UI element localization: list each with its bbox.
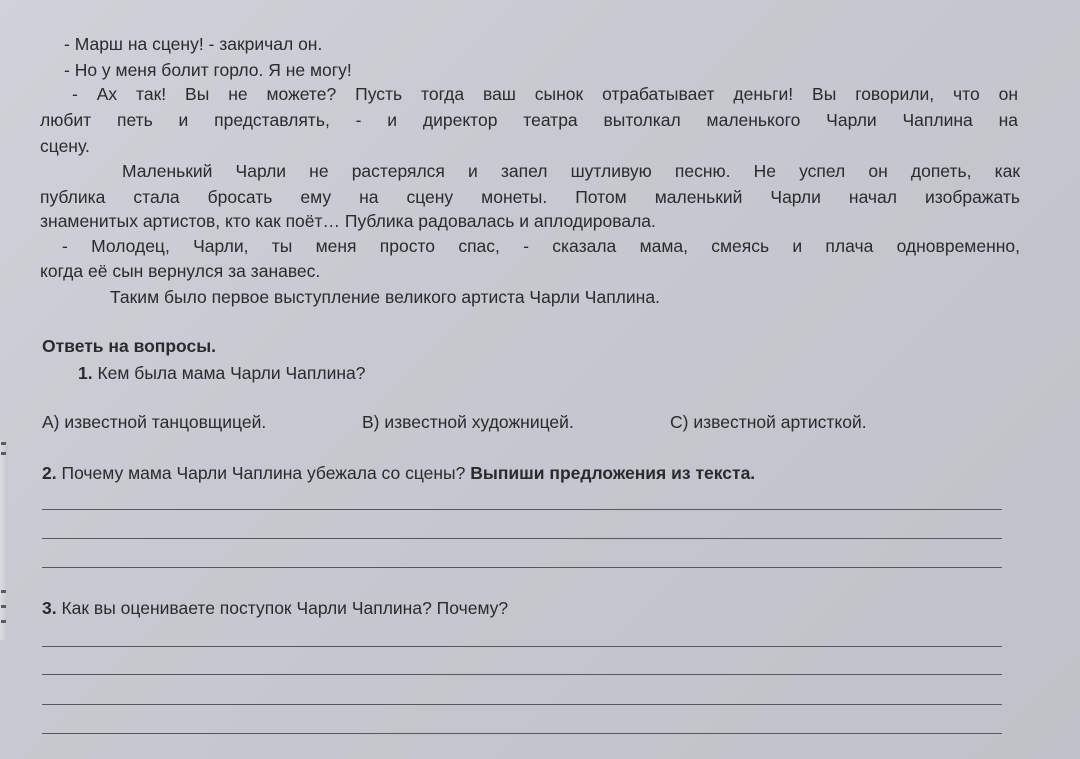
answer-line[interactable] (42, 538, 1002, 539)
spine-mark (1, 620, 6, 623)
story-line: - Молодец, Чарли, ты меня просто спас, - сказала мама, смеясь и плача одновременно, (62, 236, 1020, 256)
question-text: Кем была мама Чарли Чаплина? (97, 363, 366, 383)
spine-mark (1, 442, 6, 445)
question-text: Как вы оцениваете поступок Чарли Чаплина? Почему? (61, 598, 509, 618)
question-1 (78, 361, 1063, 385)
story-line: - Но у меня болит горло. Я не могу! (64, 60, 352, 80)
answer-line[interactable] (42, 674, 1002, 675)
question-number: 1. (78, 363, 93, 383)
answer-option-b: B) известной художницей. (362, 412, 574, 432)
answer-line[interactable] (42, 646, 1002, 647)
story-line: Маленький Чарли не растерялся и запел шутливую песню. Не успел он допеть, как (122, 161, 1020, 181)
question-instruction: Выпиши предложения из текста. (470, 463, 756, 483)
answer-line[interactable] (42, 509, 1002, 510)
question-text: Почему мама Чарли Чаплина убежала со сцены? (61, 463, 466, 483)
story-line: когда её сын вернулся за занавес. (40, 261, 321, 281)
question-number: 3. (42, 598, 57, 618)
spine-mark (1, 590, 6, 593)
question-2 (42, 461, 1027, 485)
spine-mark (1, 605, 6, 608)
story-line: публика стала бросать ему на сцену монеты. Потом маленький Чарли начал изображать (40, 187, 1020, 207)
page-spine (0, 440, 8, 640)
answer-option-a: A) известной танцовщицей. (42, 412, 267, 432)
story-line: - Ах так! Вы не можете? Пусть тогда ваш сынок отрабатывает деньги! Вы говорили, что он (72, 84, 1018, 104)
story-line: любит петь и представлять, - и директор театра вытолкал маленького Чарли Чаплина на (40, 110, 1018, 130)
spine-mark (1, 452, 6, 455)
answer-option-c: C) известной артисткой. (670, 412, 867, 432)
answer-line[interactable] (42, 733, 1002, 734)
questions-heading: Ответь на вопросы. (42, 336, 217, 356)
answer-line[interactable] (42, 704, 1002, 705)
answer-line[interactable] (42, 567, 1002, 568)
story-line: знаменитых артистов, кто как поёт… Публика радовалась и аплодировала. (40, 211, 656, 231)
question-3 (42, 596, 1027, 620)
story-line: - Марш на сцену! - закричал он. (64, 34, 323, 54)
question-number: 2. (42, 463, 57, 483)
story-line: Таким было первое выступление великого артиста Чарли Чаплина. (110, 287, 660, 307)
story-line: сцену. (40, 136, 90, 156)
